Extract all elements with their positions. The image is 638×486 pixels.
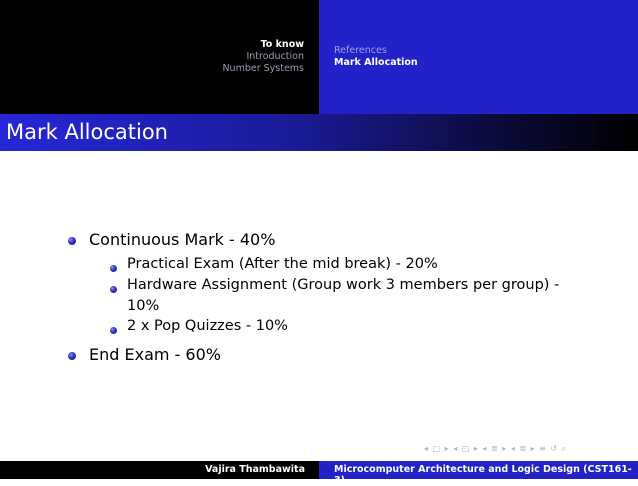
sub-item-hardware-assignment-cont: 10%: [127, 298, 160, 314]
section-nav-right: [334, 45, 418, 69]
nav-section-introduction[interactable]: Introduction: [246, 51, 304, 62]
sub-item-practical-exam: Practical Exam (After the mid break) - 20%: [127, 256, 438, 272]
bullet-icon: [68, 237, 76, 245]
footline-left: [0, 461, 319, 479]
headline-left-panel: [0, 0, 319, 114]
nav-section-mark-allocation[interactable]: Mark Allocation: [334, 57, 418, 68]
sub-item-pop-quizzes: 2 x Pop Quizzes - 10%: [127, 318, 288, 334]
list-item-end-exam: End Exam - 60%: [89, 345, 221, 364]
footline-right: [319, 461, 638, 486]
sub-item-hardware-assignment: Hardware Assignment (Group work 3 members per group) -: [127, 277, 560, 293]
nav-section-number-systems[interactable]: Number Systems: [222, 63, 304, 74]
nav-section-references[interactable]: References: [334, 45, 387, 56]
sub-bullet-icon: [110, 286, 117, 293]
sub-bullet-icon: [110, 265, 117, 272]
sub-bullet-icon: [110, 327, 117, 334]
bullet-icon: [68, 352, 76, 360]
footer-author: Vajira Thambawita: [205, 464, 305, 475]
footer-course: Microcomputer Architecture and Logic Design (CST161-3): [334, 464, 632, 486]
section-nav-left: [222, 39, 304, 75]
list-item-continuous-mark: Continuous Mark - 40%: [89, 230, 276, 249]
footline: [0, 461, 638, 486]
nav-section-to-know[interactable]: To know: [260, 39, 304, 50]
headline: [0, 0, 638, 114]
headline-right-panel: [319, 0, 638, 114]
beamer-navigation-symbols[interactable]: ◂ □ ▸ ◂ ◰ ▸ ◂ ≣ ▸ ◂ ≣ ▸ ≡ ↺ ⌕: [424, 444, 568, 453]
frame-title-bar: [0, 114, 638, 151]
frame-title: Mark Allocation: [6, 120, 168, 144]
